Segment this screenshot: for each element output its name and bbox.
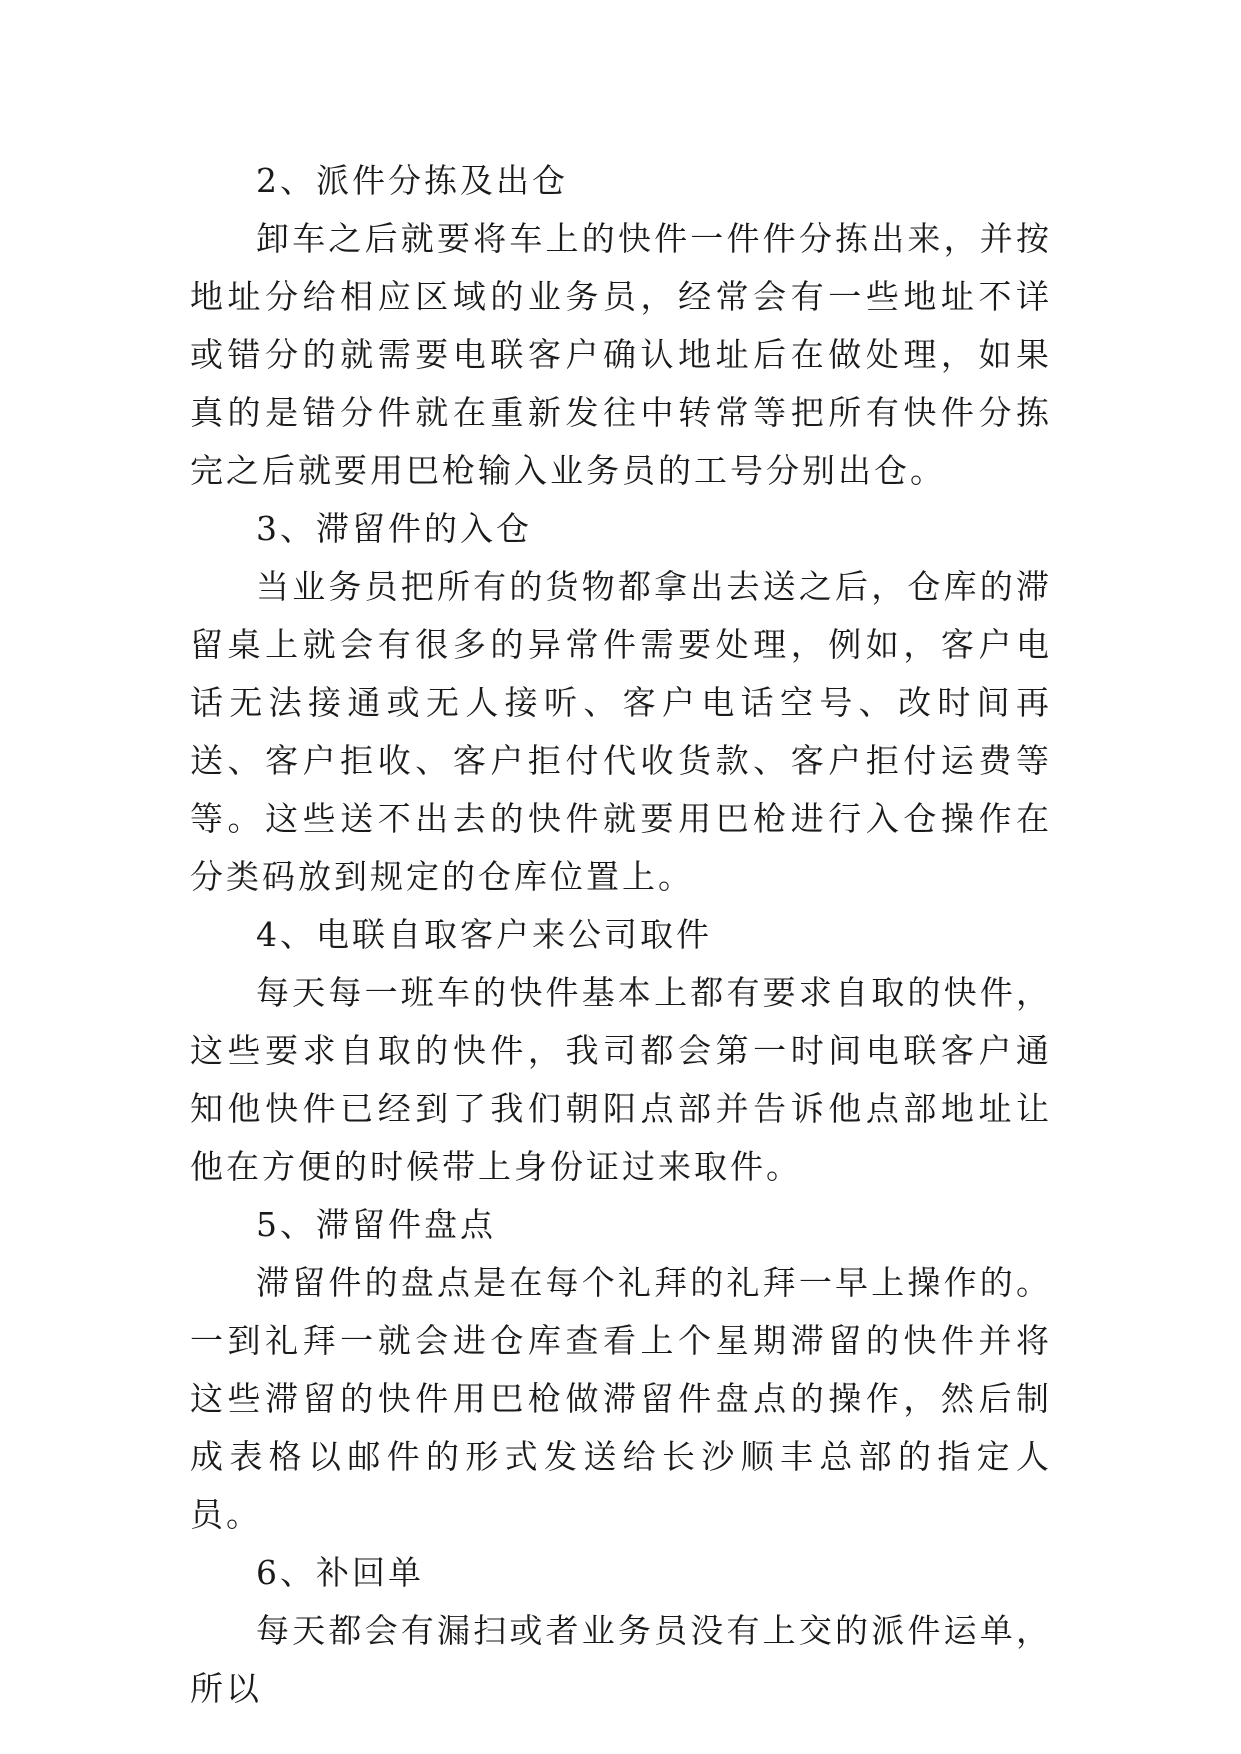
paragraph-retained-storage: 当业务员把所有的货物都拿出去送之后，仓库的滞留桌上就会有很多的异常件需要处理，例如，客户电话无法接通或无人接听、客户电话空号、改时间再送、客户拒收、客户拒付代收货款、客户拒付运费等等。这些送不出去的快件就要用巴枪进行入仓操作在分类码放到规定的仓库位置上。 (190, 567, 1052, 896)
section-heading-4: 4、电联自取客户来公司取件 (256, 915, 712, 954)
section-heading-2: 2、派件分拣及出仓 (256, 161, 568, 200)
section-heading-3: 3、滞留件的入仓 (256, 509, 532, 548)
paragraph-receipts: 每天都会有漏扫或者业务员没有上交的派件运单，所以 (190, 1611, 1052, 1708)
document-body (190, 152, 1052, 1718)
paragraph-inventory: 滞留件的盘点是在每个礼拜的礼拜一早上操作的。一到礼拜一就会进仓库查看上个星期滞留的快件并将这些滞留的快件用巴枪做滞留件盘点的操作，然后制成表格以邮件的形式发送给长沙顺丰总部的指定人员。 (190, 1263, 1052, 1534)
section-heading-5: 5、滞留件盘点 (256, 1205, 496, 1244)
section-heading-6: 6、补回单 (256, 1553, 424, 1592)
paragraph-self-pickup: 每天每一班车的快件基本上都有要求自取的快件，这些要求自取的快件，我司都会第一时间电联客户通知他快件已经到了我们朝阳点部并告诉他点部地址让他在方便的时候带上身份证过来取件。 (190, 973, 1052, 1186)
paragraph-sorting: 卸车之后就要将车上的快件一件件分拣出来，并按地址分给相应区域的业务员，经常会有一些地址不详或错分的就需要电联客户确认地址后在做处理，如果真的是错分件就在重新发往中转常等把所有快件分拣完之后就要用巴枪输入业务员的工号分别出仓。 (190, 219, 1052, 490)
